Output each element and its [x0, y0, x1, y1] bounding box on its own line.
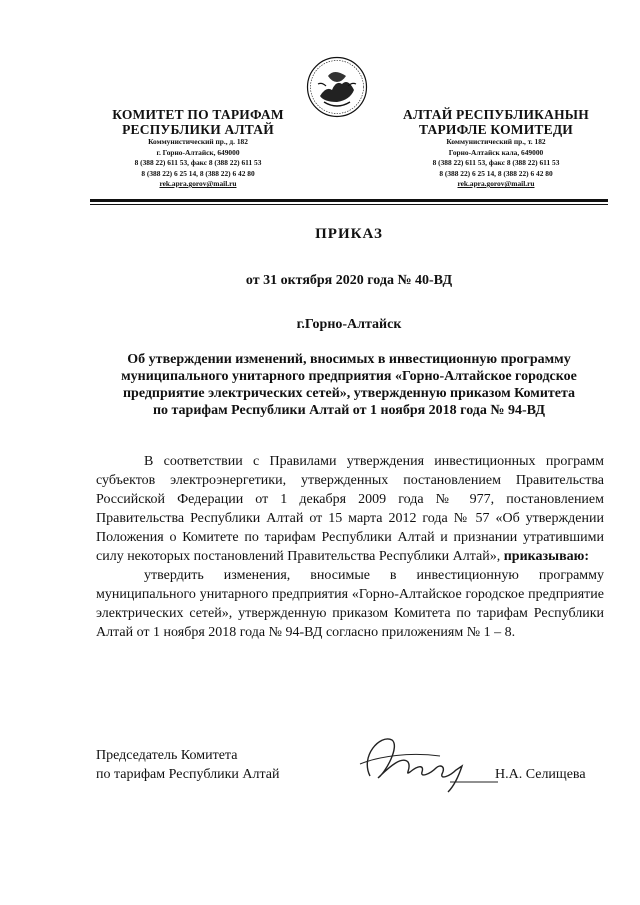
email-link[interactable]: rek.apra.gorov@mail.ru — [159, 179, 237, 188]
signatory-name: Н.А. Селищева — [495, 767, 586, 782]
phone-line: 8 (388 22) 6 25 14, 8 (388 22) 6 42 80 — [439, 168, 553, 178]
phone-line: 8 (388 22) 6 25 14, 8 (388 22) 6 42 80 — [141, 168, 255, 178]
letterhead-right — [386, 107, 606, 190]
address-line: Коммунистический пр., д. 182 — [148, 137, 248, 146]
document-body — [96, 452, 604, 642]
org-name-alt-line2: ТАРИФЛЕ КОМИТЕДИ — [418, 122, 574, 137]
letterhead-divider-thick — [90, 199, 608, 202]
org-name-ru-line2: РЕСПУБЛИКИ АЛТАЙ — [122, 122, 274, 137]
document-subject — [90, 351, 608, 419]
signatory-position — [96, 746, 279, 784]
phone-line: 8 (388 22) 611 53, факс 8 (388 22) 611 53 — [432, 158, 560, 167]
subject-line: муниципального унитарного предприятия «Горно-Алтайское городское — [121, 369, 577, 384]
subject-line: Об утверждении изменений, вносимых в инвестиционную программу — [127, 352, 571, 367]
position-line: Председатель Комитета — [96, 748, 238, 763]
order-keyword: приказываю: — [503, 549, 589, 564]
email-link[interactable]: rek.apra.gorov@mail.ru — [457, 179, 535, 188]
city-line: Горно-Алтайск кала, 649000 — [448, 147, 544, 157]
org-name-ru-line1: КОМИТЕТ ПО ТАРИФАМ — [112, 107, 284, 122]
body-paragraph-order: утвердить изменения, вносимые в инвестиционную программу муниципального унитарного предприятия «Горно-Алтайское городское предприятие электрических сетей», утвержденную приказом Комитета по тарифам Республики Алтай от 1 ноября 2018 года № 94-ВД согласно приложениям № 1 – 8. — [96, 568, 604, 640]
preamble-text: В соответствии с Правилами утверждения инвестиционных программ субъектов электроэнергетики, утвержденных постановлением Правительства Российской Федерации от 1 декабря 2009 года № 977, постановлением Правительства Республики Алтай от 15 марта 2012 года № 57 «Об утверждении Положения о Комитете по тарифам Республики Алтай и признании утратившими силу некоторых постановлений Правительства Республики Алтай», — [96, 454, 604, 564]
handwritten-signature — [350, 726, 500, 796]
letterhead-left — [88, 107, 308, 190]
city-line: г. Горно-Алтайск, 649000 — [156, 147, 240, 157]
subject-line: по тарифам Республики Алтай от 1 ноября 2018 года № 94-ВД — [152, 403, 546, 418]
body-paragraph-preamble — [96, 452, 604, 566]
address-line: Коммунистический пр., т. 182 — [446, 137, 546, 146]
position-line: по тарифам Республики Алтай — [96, 767, 280, 782]
phone-line: 8 (388 22) 611 53, факс 8 (388 22) 611 53 — [134, 158, 262, 167]
document-city: г.Горно-Алтайск — [296, 317, 402, 332]
letterhead-divider-thin — [90, 204, 608, 205]
document-date: от 31 октября 2020 года № 40-ВД — [245, 273, 453, 288]
coat-of-arms-emblem — [306, 56, 368, 118]
subject-line: предприятие электрических сетей», утвержденную приказом Комитета — [122, 386, 576, 401]
document-title: ПРИКАЗ — [315, 226, 383, 242]
org-name-alt-line1: АЛТАЙ РЕСПУБЛИКАНЫН — [403, 107, 589, 122]
